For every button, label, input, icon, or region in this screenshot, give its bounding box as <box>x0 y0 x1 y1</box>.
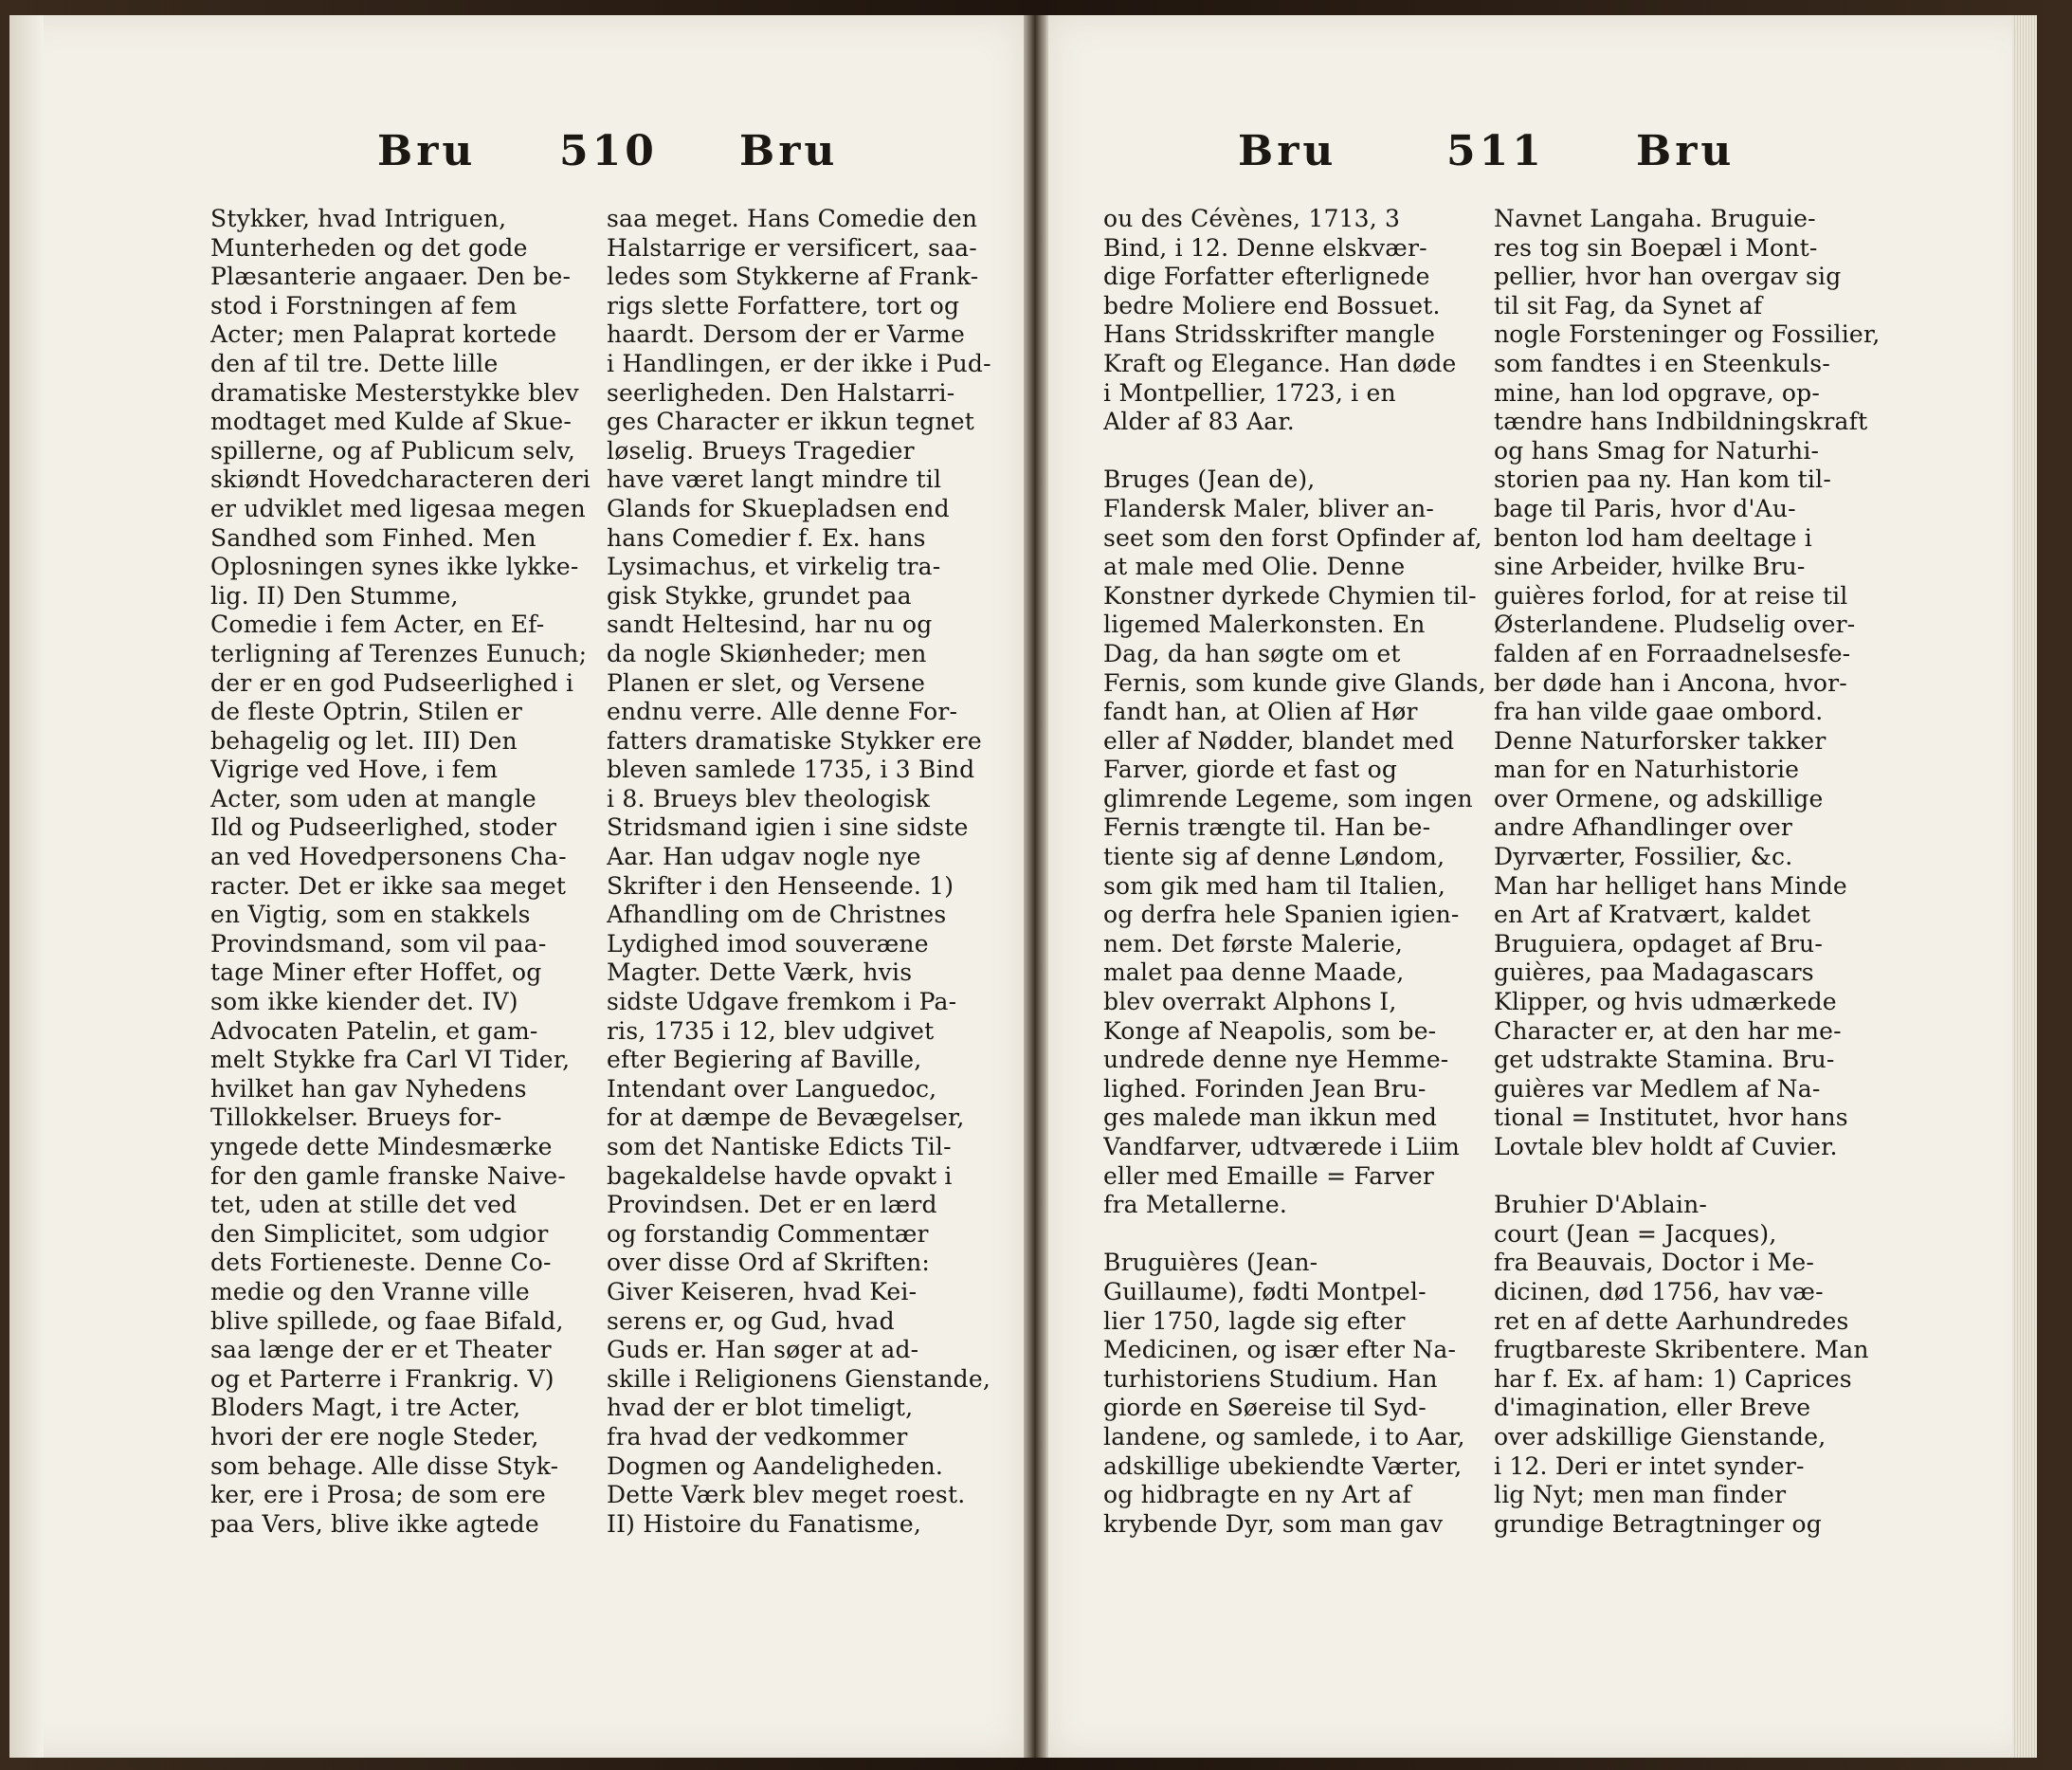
text-line: Klipper, og hvis udmærkede <box>1494 988 1837 1016</box>
page-number: 511 <box>1446 127 1545 175</box>
text-line: en Vigtig, som en stakkels <box>210 901 531 929</box>
text-line: Kraft og Elegance. Han døde <box>1103 349 1457 377</box>
text-line: og hidbragte en ny Art af <box>1103 1481 1411 1509</box>
text-line: tional = Institutet, hvor hans <box>1494 1104 1848 1132</box>
text-line: Medicinen, og især efter Na- <box>1103 1336 1457 1364</box>
text-line: Flandersk Maler, bliver an- <box>1103 494 1435 522</box>
text-line: Denne Naturforsker takker <box>1494 726 1827 755</box>
text-line: II) Histoire du Fanatisme, <box>607 1509 921 1538</box>
text-line: falden af en Forraadnelsesfe- <box>1494 639 1851 667</box>
header-right-word: Bru <box>739 127 839 175</box>
text-line: Acter, som uden at mangle <box>210 784 536 812</box>
text-line: res tog sin Boepæl i Mont- <box>1494 233 1818 262</box>
text-line: løselig. Brueys Tragedier <box>607 436 915 465</box>
left-page <box>9 15 1026 1758</box>
text-line <box>1103 437 1492 466</box>
text-line: og derfra hele Spanien igien- <box>1103 901 1460 929</box>
text-line: eller af Nødder, blandet med <box>1103 726 1455 755</box>
text-line: og et Parterre i Frankrig. V) <box>210 1364 554 1393</box>
text-line: Fernis, som kunde give Glands, <box>1103 668 1486 697</box>
text-line: giorde en Søereise til Syd- <box>1103 1394 1427 1422</box>
text-line: pellier, hvor han overgav sig <box>1494 263 1842 291</box>
text-line: tiente sig af denne Løndom, <box>1103 843 1445 871</box>
text-line: Dag, da han søgte om et <box>1103 639 1401 667</box>
text-line: serens er, og Gud, hvad <box>607 1306 895 1335</box>
text-line: lier 1750, lagde sig efter <box>1103 1306 1406 1335</box>
text-line: over Ormene, og adskillige <box>1494 784 1824 812</box>
text-line: Vigrige ved Hove, i fem <box>210 756 499 784</box>
text-line: fatters dramatiske Stykker ere <box>607 726 982 755</box>
text-line: efter Begiering af Baville, <box>607 1046 922 1074</box>
text-line: og hans Smag for Naturhi- <box>1494 436 1820 465</box>
book-gutter <box>1024 15 1046 1758</box>
text-line: fra han vilde gaae ombord. <box>1494 698 1824 726</box>
text-line: skiøndt Hovedcharacteren deri <box>210 465 591 494</box>
text-line: Stridsmand igien i sine sidste <box>607 813 969 842</box>
text-line: Advocaten Patelin, et gam- <box>210 1016 538 1045</box>
text-line: paa Vers, blive ikke agtede <box>210 1509 539 1538</box>
text-line: krybende Dyr, som man gav <box>1103 1509 1444 1538</box>
text-line: ges malede man ikkun med <box>1103 1104 1438 1132</box>
text-line: Guillaume), fødti Montpel- <box>1103 1277 1427 1305</box>
text-line: guières forlod, for at reise til <box>1494 581 1848 610</box>
text-line: ligemed Malerkonsten. En <box>1103 611 1426 639</box>
text-line: mine, han lod opgrave, op- <box>1494 378 1820 407</box>
text-line: Hans Stridsskrifter mangle <box>1103 320 1436 349</box>
text-column-left-1 <box>210 205 609 1539</box>
text-line: blev overrakt Alphons I, <box>1103 988 1397 1016</box>
text-line: over adskillige Gienstande, <box>1494 1422 1827 1451</box>
text-line: frugtbareste Skribentere. Man <box>1494 1336 1869 1364</box>
text-line: Intendant over Languedoc, <box>607 1074 937 1103</box>
text-line: Bruguières (Jean- <box>1103 1249 1318 1277</box>
text-line: landene, og samlede, i to Aar, <box>1103 1422 1465 1451</box>
text-line: Stykker, hvad Intriguen, <box>210 205 507 232</box>
text-line: Provindsmand, som vil paa- <box>210 929 547 958</box>
text-line: Magter. Dette Værk, hvis <box>607 958 913 987</box>
text-line: Giver Keiseren, hvad Kei- <box>607 1277 918 1305</box>
text-line: og forstandig Commentær <box>607 1219 929 1248</box>
header-left-word: Bru <box>377 127 477 175</box>
text-line: Glands for Skuepladsen end <box>607 494 950 522</box>
text-line: Skrifter i den Henseende. 1) <box>607 871 954 900</box>
text-column-right-2 <box>1494 205 1882 1539</box>
text-line: sidste Udgave fremkom i Pa- <box>607 988 957 1016</box>
header-left-word: Bru <box>1238 127 1337 175</box>
text-line: dets Fortieneste. Denne Co- <box>210 1249 552 1277</box>
text-line: har f. Ex. af ham: 1) Caprices <box>1494 1364 1852 1393</box>
text-line: Bruhier D'Ablain- <box>1494 1191 1708 1219</box>
text-line: skille i Religionens Gienstande, <box>607 1364 991 1393</box>
text-line: Provindsen. Det er en lærd <box>607 1191 937 1219</box>
text-line: eller med Emaille = Farver <box>1103 1161 1434 1190</box>
text-line: ges Character er ikkun tegnet <box>607 408 975 436</box>
text-line: ber døde han i Ancona, hvor- <box>1494 668 1847 697</box>
text-line: andre Afhandlinger over <box>1494 813 1792 842</box>
text-line: Alder af 83 Aar. <box>1103 408 1295 436</box>
text-line: guières, paa Madagascars <box>1494 958 1814 987</box>
text-line: nem. Det første Malerie, <box>1103 929 1403 958</box>
text-line: turhistoriens Studium. Han <box>1103 1364 1438 1393</box>
text-line: for den gamle franske Naive- <box>210 1161 567 1190</box>
text-line: saa længe der er et Theater <box>210 1336 552 1364</box>
text-line: Planen er slet, og Versene <box>607 668 926 697</box>
text-line: haardt. Dersom der er Varme <box>607 320 966 349</box>
text-line: saa meget. Hans Comedie den <box>607 205 978 232</box>
running-head-511 <box>1048 127 2037 184</box>
text-line: spillerne, og af Publicum selv, <box>210 436 576 465</box>
text-line: Tillokkelser. Brueys for- <box>210 1104 502 1132</box>
text-line: sine Arbeider, hvilke Bru- <box>1494 553 1806 581</box>
text-line: lig Nyt; men man finder <box>1494 1481 1787 1509</box>
text-line: sandt Heltesind, har nu og <box>607 611 933 639</box>
running-head-510 <box>9 127 1024 184</box>
right-page <box>1046 15 2037 1758</box>
text-line: stod i Forstningen af fem <box>210 291 518 319</box>
text-line: endnu verre. Alle denne For- <box>607 698 958 726</box>
text-line: Lysimachus, et virkelig tra- <box>607 553 941 581</box>
text-line: Guds er. Han søger at ad- <box>607 1336 919 1364</box>
text-line: Aar. Han udgav nogle nye <box>607 843 921 871</box>
text-line: d'imagination, eller Breve <box>1494 1394 1811 1422</box>
text-line: nogle Forsteninger og Fossilier, <box>1494 320 1881 349</box>
text-line: Vandfarver, udtværede i Liim <box>1103 1133 1460 1160</box>
text-line: glimrende Legeme, som ingen <box>1103 784 1473 812</box>
text-line: grundige Betragtninger og <box>1494 1509 1822 1538</box>
text-line: dicinen, død 1756, hav væ- <box>1494 1277 1824 1305</box>
text-line: Sandhed som Finhed. Men <box>210 523 536 552</box>
text-line: der er en god Pudseerlighed i <box>210 668 574 697</box>
text-line: Plæsanterie angaaer. Den be- <box>210 263 572 291</box>
text-line: storien paa ny. Han kom til- <box>1494 465 1831 494</box>
text-line: i Montpellier, 1723, i en <box>1103 378 1396 407</box>
text-line: Afhandling om de Christnes <box>607 901 947 929</box>
text-line: tet, uden at stille det ved <box>210 1191 518 1219</box>
text-line: den Simplicitet, som udgior <box>210 1219 549 1248</box>
text-line: er udviklet med ligesaa megen <box>210 494 586 522</box>
text-line: seerligheden. Den Halstarri- <box>607 378 955 407</box>
text-line: dige Forfatter efterlignede <box>1103 263 1430 291</box>
text-line: ker, ere i Prosa; de som ere <box>210 1481 546 1509</box>
text-line: Dette Værk blev meget roest. <box>607 1481 966 1509</box>
text-line: Bruguiera, opdaget af Bru- <box>1494 929 1823 958</box>
text-line <box>1103 1220 1492 1250</box>
text-line: hans Comedier f. Ex. hans <box>607 523 926 552</box>
text-line: Lovtale blev holdt af Cuvier. <box>1494 1133 1838 1160</box>
text-line: have været langt mindre til <box>607 465 942 494</box>
text-line: Østerlandene. Pludselig over- <box>1494 611 1856 639</box>
text-line: guières var Medlem af Na- <box>1494 1074 1821 1103</box>
text-line: ou des Cévènes, 1713, 3 <box>1103 205 1401 232</box>
text-line: tændre hans Indbildningskraft <box>1494 408 1868 436</box>
text-line: en Art af Kratvært, kaldet <box>1494 901 1811 929</box>
text-line: i Handlingen, er der ikke i Pud- <box>607 349 991 377</box>
header-right-word: Bru <box>1636 127 1736 175</box>
text-line: undrede denne nye Hemme- <box>1103 1046 1449 1074</box>
text-column-left-2 <box>607 205 995 1539</box>
text-line: malet paa denne Maade, <box>1103 958 1405 987</box>
text-line: modtaget med Kulde af Skue- <box>210 408 573 436</box>
text-line: til sit Fag, da Synet af <box>1494 291 1763 319</box>
text-line: fra Beauvais, Doctor i Me- <box>1494 1249 1815 1277</box>
text-line: over disse Ord af Skriften: <box>607 1249 931 1277</box>
text-line: Bruges (Jean de), <box>1103 465 1316 494</box>
text-line: Bind, i 12. Denne elskvær- <box>1103 233 1427 262</box>
text-line: adskillige ubekiendte Værter, <box>1103 1451 1463 1480</box>
text-line: racter. Det er ikke saa meget <box>210 871 567 900</box>
text-line: fra Metallerne. <box>1103 1191 1287 1219</box>
text-line: lighed. Forinden Jean Bru- <box>1103 1074 1427 1103</box>
text-line: blive spillede, og faae Bifald, <box>210 1306 564 1335</box>
text-line: som behage. Alle disse Styk- <box>210 1451 559 1480</box>
text-line: ris, 1735 i 12, blev udgivet <box>607 1016 935 1045</box>
text-line: hvad der er blot timeligt, <box>607 1394 914 1422</box>
text-line: i 8. Brueys blev theologisk <box>607 784 931 812</box>
text-line: Farver, giorde et fast og <box>1103 756 1398 784</box>
text-line: fandt han, at Olien af Hør <box>1103 698 1418 726</box>
text-column-right-1 <box>1103 205 1492 1539</box>
text-line: som fandtes i en Steenkuls- <box>1494 349 1830 377</box>
text-line: da nogle Skiønheder; men <box>607 639 927 667</box>
text-line: fra hvad der vedkommer <box>607 1422 908 1451</box>
text-line: Oplosningen synes ikke lykke- <box>210 553 579 581</box>
text-line: lig. II) Den Stumme, <box>210 581 459 610</box>
text-line: rigs slette Forfattere, tort og <box>607 291 960 319</box>
text-line: ret en af dette Aarhundredes <box>1494 1306 1849 1335</box>
page-number: 510 <box>559 127 658 175</box>
text-line: Ild og Pudseerlighed, stoder <box>210 813 557 842</box>
text-line: Character er, at den har me- <box>1494 1016 1842 1045</box>
text-line: hvori der ere nogle Steder, <box>210 1422 539 1451</box>
text-line: Bloders Magt, i tre Acter, <box>210 1394 521 1422</box>
text-line: bage til Paris, hvor d'Au- <box>1494 494 1796 522</box>
text-line: Dogmen og Aandeligheden. <box>607 1451 944 1480</box>
text-line: seet som den forst Opfinder af, <box>1103 523 1482 552</box>
text-line: Dyrværter, Fossilier, &c. <box>1494 843 1793 871</box>
text-line: at male med Olie. Denne <box>1103 553 1406 581</box>
text-line: for at dæmpe de Bevægelser, <box>607 1104 965 1132</box>
text-line: medie og den Vranne ville <box>210 1277 530 1305</box>
text-line: den af til tre. Dette lille <box>210 349 499 377</box>
text-line: melt Stykke fra Carl VI Tider, <box>210 1046 571 1074</box>
text-line: an ved Hovedpersonens Cha- <box>210 843 567 871</box>
text-line: gisk Stykke, grundet paa <box>607 581 912 610</box>
text-line: Navnet Langaha. Bruguie- <box>1494 205 1816 232</box>
text-line: Konge af Neapolis, som be- <box>1103 1016 1437 1045</box>
text-line: behagelig og let. III) Den <box>210 726 518 755</box>
text-line: bedre Moliere end Bossuet. <box>1103 291 1441 319</box>
text-line: court (Jean = Jacques), <box>1494 1219 1777 1248</box>
text-line: som ikke kiender det. IV) <box>210 988 518 1016</box>
text-line: ledes som Stykkerne af Frank- <box>607 263 979 291</box>
text-line: dramatiske Mesterstykke blev <box>210 378 579 407</box>
text-line: Comedie i fem Acter, en Ef- <box>210 611 545 639</box>
text-line: man for en Naturhistorie <box>1494 756 1800 784</box>
text-line: bagekaldelse havde opvakt i <box>607 1161 953 1190</box>
text-line: de fleste Optrin, Stilen er <box>210 698 523 726</box>
text-line: som det Nantiske Edicts Til- <box>607 1133 952 1160</box>
text-line: bleven samlede 1735, i 3 Bind <box>607 756 975 784</box>
text-line: benton lod ham deeltage i <box>1494 523 1812 552</box>
text-line: hvilket han gav Nyhedens <box>210 1074 527 1103</box>
text-line: get udstrakte Stamina. Bru- <box>1494 1046 1835 1074</box>
text-line: som gik med ham til Italien, <box>1103 871 1445 900</box>
text-line: terligning af Terenzes Eunuch; <box>210 639 588 667</box>
text-line: Acter; men Palaprat kortede <box>210 320 557 349</box>
text-line: Munterheden og det gode <box>210 233 528 262</box>
text-line: Halstarrige er versificert, saa- <box>607 233 977 262</box>
text-line: Fernis trængte til. Han be- <box>1103 813 1431 842</box>
text-line: Konstner dyrkede Chymien til- <box>1103 581 1477 610</box>
text-line <box>1494 1162 1882 1192</box>
text-line: Man har helliget hans Minde <box>1494 871 1847 900</box>
text-line: Lydighed imod souveræne <box>607 929 929 958</box>
text-line: i 12. Deri er intet synder- <box>1494 1451 1805 1480</box>
text-line: tage Miner efter Hoffet, og <box>210 958 542 987</box>
text-line: yngede dette Mindesmærke <box>210 1133 553 1160</box>
